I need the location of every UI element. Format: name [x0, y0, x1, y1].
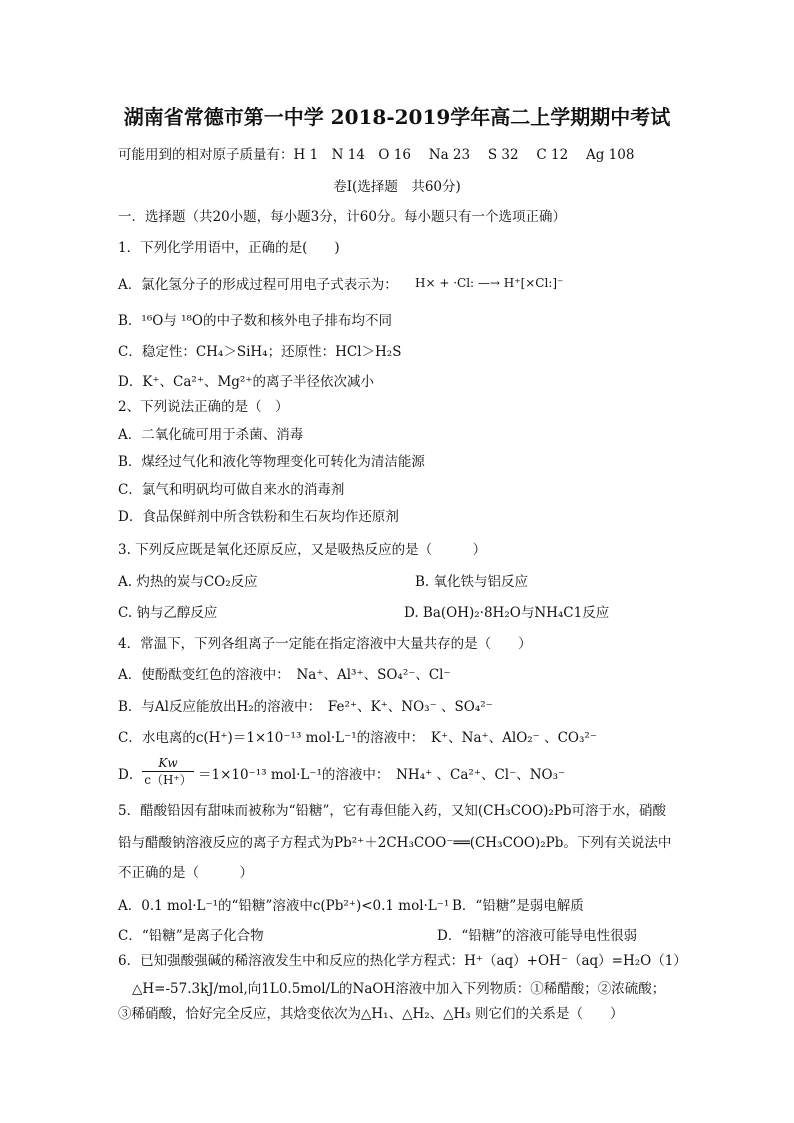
q6-line2: △H=-57.3kJ/mol,向1L0.5mol/L的NaOH溶液中加入下列物质：①稀醋酸；②浓硫酸； [132, 981, 666, 997]
q2-option-d: D．食品保鲜剂中所含铁粉和生石灰均作还原剂 [118, 509, 399, 525]
q2-stem: 2、下列说法正确的是（ ） [118, 399, 289, 415]
q4-option-d-prefix: D． [118, 767, 143, 783]
q4-option-d: ＝1×10⁻¹³ mol·L⁻¹的溶液中： NH₄⁺ 、Ca²⁺、Cl⁻、NO₃⁻ [198, 767, 566, 783]
q5-line2: 铅与醋酸钠溶液反应的离子方程式为Pb²⁺＋2CH₃COO⁻══(CH₃COO)₂Pb。下列有关说法中 [118, 835, 672, 851]
q3-stem: 3. 下列反应既是氧化还原反应，又是吸热反应的是（ ） [118, 542, 487, 558]
q1-electron-formula: H× + ·Cl: —→ H⁺[×Cl:]⁻ [415, 276, 564, 290]
q2-option-c: C．氯气和明矾均可做自来水的消毒剂 [118, 482, 345, 498]
q4-option-c: C．水电离的c(H⁺)＝1×10⁻¹³ mol·L⁻¹的溶液中： K⁺、Na⁺、AlO₂⁻ 、CO₃²⁻ [118, 730, 597, 746]
q5-option-b: B．“铅糖”是弱电解质 [452, 898, 584, 914]
q4-option-b: B．与Al反应能放出H₂的溶液中： Fe²⁺、K⁺、NO₃⁻ 、SO₄²⁻ [118, 699, 493, 715]
atomic-masses: 可能用到的相对原子质量有：H 1 N 14 O 16 Na 23 S 32 C 12 Ag 108 [118, 147, 635, 163]
q6-line3: ③稀硝酸，恰好完全反应，其焓变依次为△H₁、△H₂、△H₃ 则它们的关系是（ ） [118, 1006, 624, 1022]
q4-fraction-numerator: Kw [142, 755, 194, 772]
q2-option-b: B．煤经过气化和液化等物理变化可转化为清洁能源 [118, 454, 425, 470]
q1-stem: 1．下列化学用语中，正确的是( ) [118, 240, 340, 256]
q4-option-a: A．使酚酞变红色的溶液中： Na⁺、Al³⁺、SO₄²⁻、Cl⁻ [118, 667, 451, 683]
q1-option-a: A．氯化氢分子的形成过程可用电子式表示为： [118, 277, 398, 293]
q1-option-c: C．稳定性：CH₄＞SiH₄；还原性：HCl＞H₂S [118, 344, 402, 360]
q3-option-c: C. 钠与乙醇反应 [118, 605, 218, 621]
q5-option-c: C．“铅糖”是离子化合物 [118, 928, 264, 944]
q5-line3: 不正确的是（ ） [118, 865, 253, 881]
q3-option-a: A. 灼热的炭与CO₂反应 [118, 574, 258, 590]
q1-option-b: B．¹⁶O与 ¹⁸O的中子数和核外电子排布均不同 [118, 313, 392, 329]
page-title: 湖南省常德市第一中学 2018-2019学年高二上学期期中考试 [123, 105, 671, 129]
q2-option-a: A．二氧化硫可用于杀菌、消毒 [118, 427, 304, 443]
q5-line1: 5．醋酸铅因有甜味而被称为“铅糖”，它有毒但能入药，又知(CH₃COO)₂Pb可溶于水，硝酸 [118, 803, 667, 819]
q1-option-d: D．K⁺、Ca²⁺、Mg²⁺的离子半径依次减小 [118, 374, 374, 390]
q3-option-b: B. 氧化铁与铝反应 [415, 574, 529, 590]
q4-stem: 4．常温下，下列各组离子一定能在指定溶液中大量共存的是（ ） [118, 636, 532, 652]
q4-fraction-denominator: c（H⁺） [144, 773, 192, 787]
q6-line1: 6．已知强酸强碱的稀溶液发生中和反应的热化学方程式：H⁺（aq）+OH⁻（aq）=H₂O（1） [118, 953, 687, 969]
q5-option-a: A．0.1 mol·L⁻¹的“铅糖”溶液中c(Pb²⁺)<0.1 mol·L⁻¹ [118, 898, 450, 914]
q4-fraction [142, 755, 194, 788]
instructions: 一．选择题（共20小题，每小题3分，计60分。每小题只有一个选项正确） [118, 209, 566, 225]
q5-option-d: D．“铅糖”的溶液可能导电性很弱 [437, 928, 638, 944]
q3-option-d: D. Ba(OH)₂·8H₂O与NH₄C1反应 [404, 605, 610, 621]
section-header: 卷Ⅰ(选择题 共60分) [333, 179, 461, 195]
